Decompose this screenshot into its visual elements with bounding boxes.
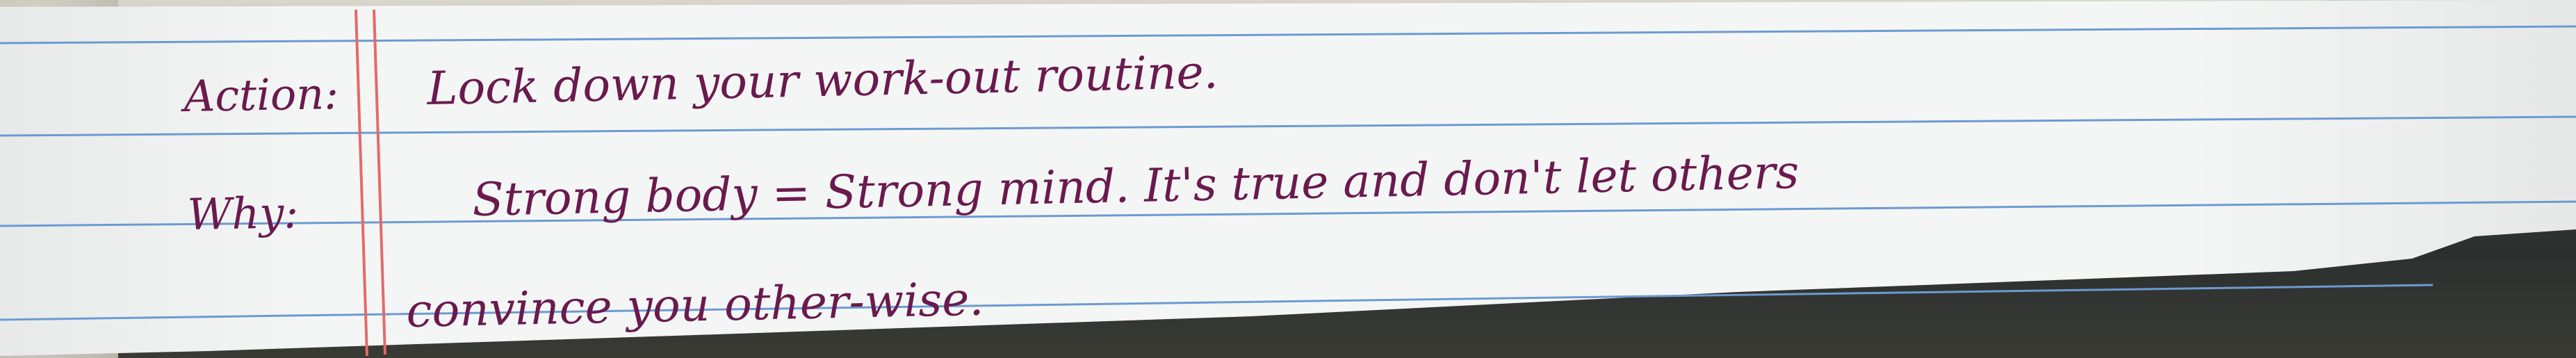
note-line-continuation: convince you other-wise.: [405, 272, 984, 338]
note-line-why: Strong body = Strong mind. It's true and don't let others: [471, 145, 1800, 227]
margin-line: [374, 10, 385, 355]
ruled-line: [0, 26, 2576, 43]
ruled-line: [0, 117, 2576, 136]
note-line-action: Lock down your work-out routine.: [426, 45, 1219, 115]
margin-line: [356, 10, 367, 356]
note-label-action: Action:: [183, 68, 339, 122]
handwritten-note: [180, 45, 1800, 338]
note-label-why: Why:: [186, 187, 299, 240]
